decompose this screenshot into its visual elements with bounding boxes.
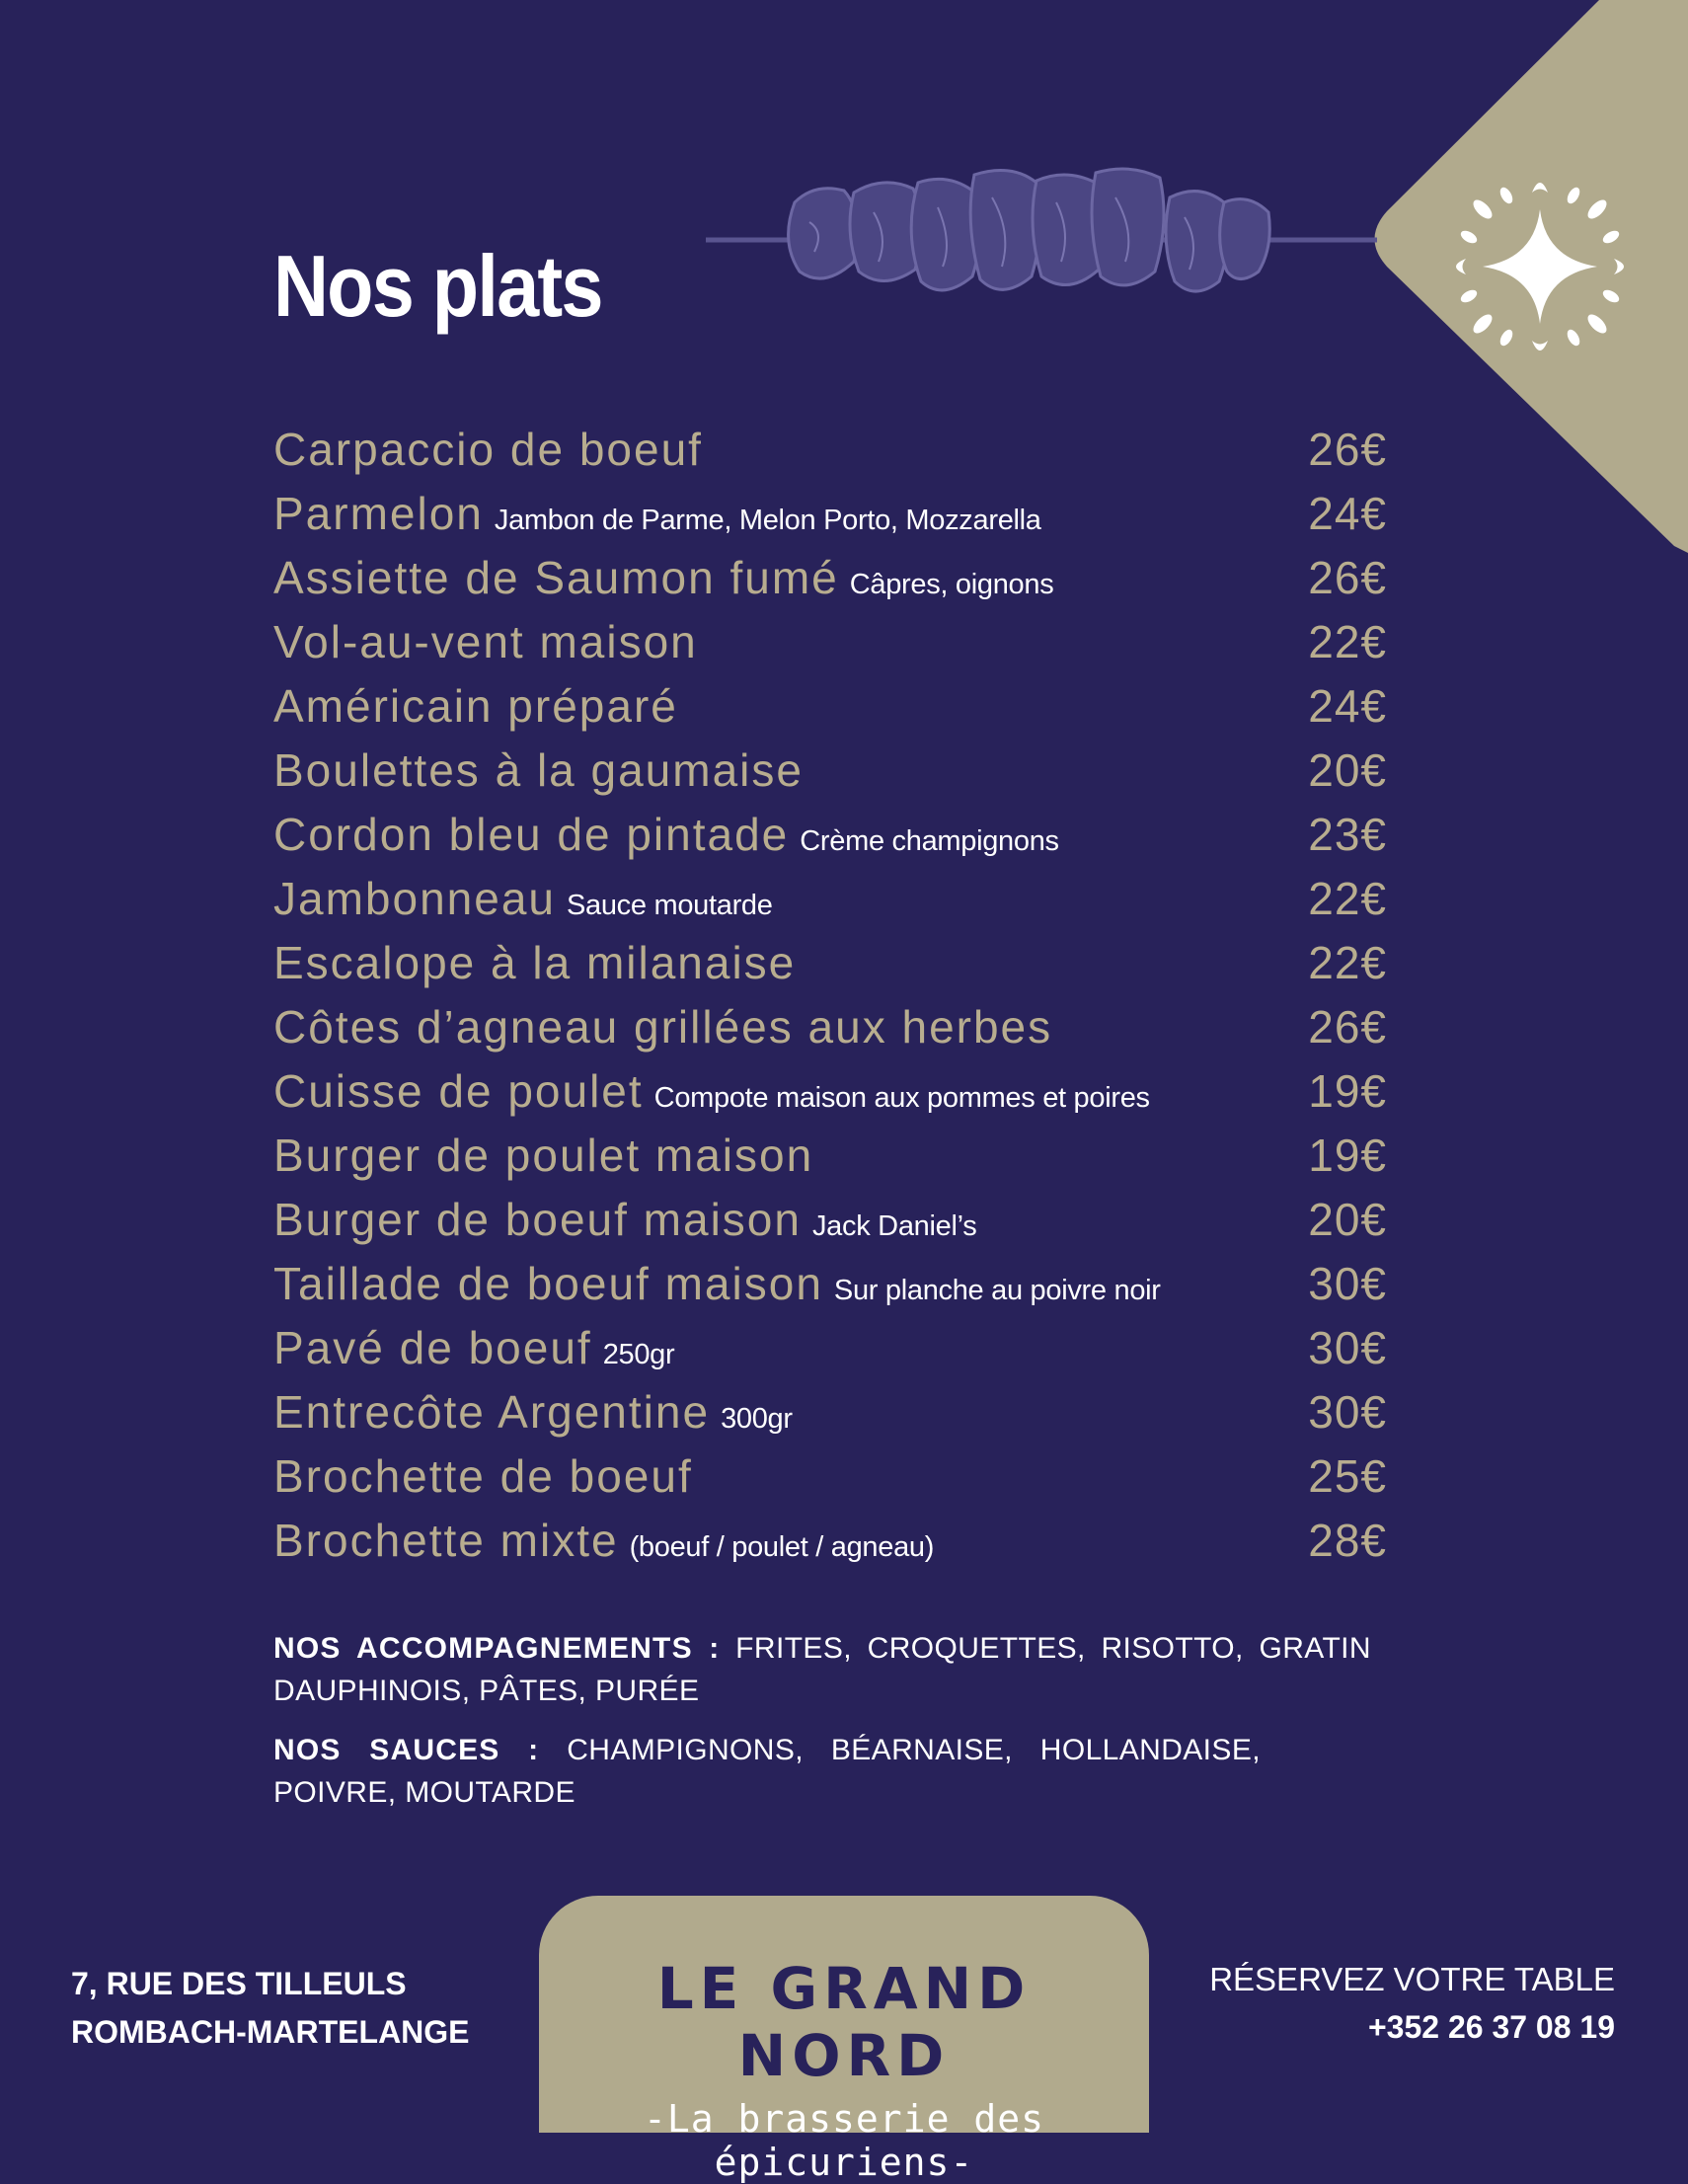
dish-row [273,936,1387,1000]
dish-detail: Câpres, oignons [849,569,1054,600]
page-title: Nos plats [273,237,602,335]
dish-price: 19€ [1308,1065,1387,1117]
dish-row [273,1193,1387,1257]
dish-price: 30€ [1308,1386,1387,1438]
dish-price: 26€ [1308,424,1387,475]
dish-name: Burger de boeuf maison [273,1194,802,1245]
accompaniments-items: FRITES, CROQUETTES, RISOTTO, GRATIN DAUPHINOIS, PÂTES, PURÉE [273,1632,1371,1707]
dish-price: 24€ [1308,488,1387,539]
dish-price: 22€ [1308,616,1387,667]
dish-name: Taillade de boeuf maison [273,1258,823,1309]
dish-detail: 250gr [602,1339,675,1370]
corner-ornament [1362,0,1688,553]
dish-left [273,679,678,733]
dish-price: 26€ [1308,1001,1387,1053]
dish-price: 20€ [1308,1194,1387,1245]
dish-name: Burger de poulet maison [273,1130,814,1181]
dish-name: Jambonneau [273,873,556,924]
dish-row [273,808,1387,872]
dish-left [273,872,773,925]
dish-left [273,1129,813,1182]
address-line-1: 7, RUE DES TILLEULS [71,1966,407,2001]
dish-name: Boulettes à la gaumaise [273,744,804,796]
dish-name: Carpaccio de boeuf [273,424,703,475]
dish-name: Entrecôte Argentine [273,1386,711,1438]
dish-name: Brochette mixte [273,1515,619,1566]
dish-left [273,808,1059,861]
phone-number[interactable]: +352 26 37 08 19 [1367,2009,1615,2045]
dish-name: Américain préparé [273,680,678,732]
dish-left [273,615,698,668]
dish-name: Pavé de boeuf [273,1322,592,1373]
dish-name: Parmelon [273,488,484,539]
dish-detail: 300gr [721,1403,793,1435]
dish-row [273,487,1387,551]
dish-price: 25€ [1308,1450,1387,1502]
accompaniments-section [273,1627,1371,1712]
dish-name: Vol-au-vent maison [273,616,698,667]
dish-left [273,743,804,797]
dish-price: 26€ [1308,552,1387,603]
dish-row [273,1449,1387,1514]
dish-row [273,1064,1387,1129]
address [71,1960,470,2057]
dish-detail: Compote maison aux pommes et poires [653,1082,1150,1114]
dish-name: Assiette de Saumon fumé [273,552,839,603]
dish-price: 30€ [1308,1322,1387,1373]
dish-row [273,1385,1387,1449]
brand-name: LE GRAND NORD [656,1955,1032,2089]
dish-row [273,615,1387,679]
dish-left [273,1514,934,1567]
dish-detail: Sur planche au poivre noir [833,1275,1161,1306]
dish-left [273,1385,793,1439]
dish-left [273,423,703,476]
dish-row [273,743,1387,808]
dish-detail: Crème champignons [800,825,1059,857]
dish-detail: (boeuf / poulet / agneau) [629,1531,935,1563]
dish-price: 28€ [1308,1515,1387,1566]
dish-row [273,872,1387,936]
dish-detail: Jambon de Parme, Melon Porto, Mozzarella [494,505,1041,536]
dish-left [273,551,1053,604]
dish-left [273,1257,1161,1310]
dish-left [273,1064,1150,1118]
dish-detail: Sauce moutarde [566,890,773,921]
dish-row [273,1257,1387,1321]
dish-name: Cordon bleu de pintade [273,809,790,860]
sauces-items: CHAMPIGNONS, BÉARNAISE, HOLLANDAISE, POIVRE, MOUTARDE [273,1734,1261,1809]
dish-name: Cuisse de poulet [273,1065,644,1117]
address-line-2: ROMBACH-MARTELANGE [71,2014,470,2050]
dish-row [273,1129,1387,1193]
dish-row [273,1514,1387,1578]
reserve-label: RÉSERVEZ VOTRE TABLE [1209,1961,1615,1997]
dish-left [273,487,1041,540]
dish-left [273,1000,1052,1053]
sauces-label: NOS SAUCES : [273,1734,540,1766]
dish-row [273,423,1387,487]
reservation-info [1209,1955,1615,2052]
dish-price: 23€ [1308,809,1387,860]
skewer-illustration [706,153,1377,321]
dish-price: 19€ [1308,1130,1387,1181]
dish-list [273,423,1387,1578]
dish-row [273,551,1387,615]
brand-tagline: -La brasserie des épicuriens- [644,2097,1044,2184]
dish-price: 24€ [1308,680,1387,732]
brand-logo [539,1896,1149,2184]
dish-name: Escalope à la milanaise [273,937,797,988]
dish-left [273,936,796,989]
dish-price: 20€ [1308,744,1387,796]
sauces-section [273,1729,1261,1814]
dish-price: 22€ [1308,873,1387,924]
dish-row [273,1321,1387,1385]
dish-name: Brochette de boeuf [273,1450,693,1502]
dish-row [273,679,1387,743]
dish-price: 22€ [1308,937,1387,988]
dish-name: Côtes d’agneau grillées aux herbes [273,1001,1053,1053]
dish-left [273,1321,674,1374]
dish-detail: Jack Daniel’s [811,1210,977,1242]
dish-row [273,1000,1387,1064]
dish-left [273,1193,976,1246]
dish-left [273,1449,693,1503]
dish-price: 30€ [1308,1258,1387,1309]
star-sparkle-icon [1362,0,1688,553]
accompaniments-label: NOS ACCOMPAGNEMENTS : [273,1632,721,1665]
